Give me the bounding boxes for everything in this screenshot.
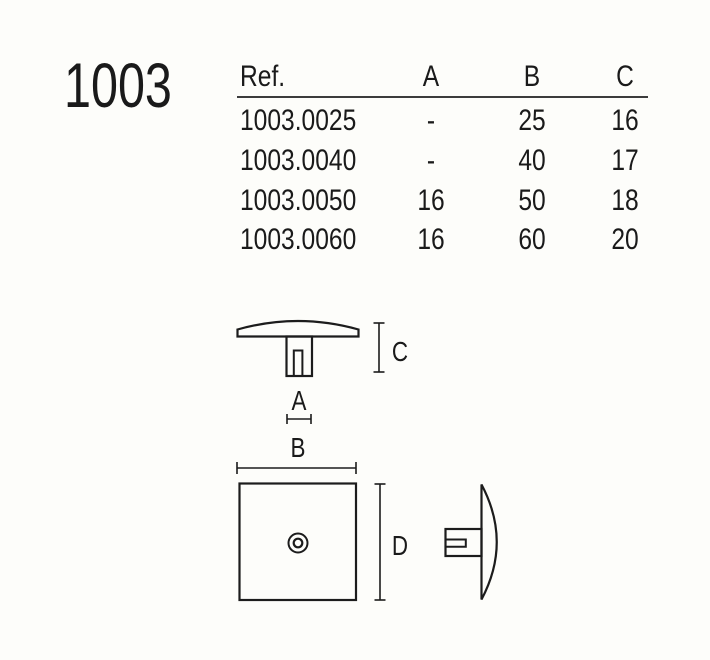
- cell-b: 25: [518, 104, 546, 137]
- cell-a: -: [426, 104, 436, 137]
- cell-a: -: [426, 144, 436, 177]
- header-a: A: [422, 60, 440, 93]
- cell-c: 20: [611, 223, 639, 256]
- cell-b: 40: [518, 144, 546, 177]
- dim-label-a: A: [291, 385, 307, 416]
- cell-b: 50: [518, 184, 546, 217]
- cell-ref: 1003.0050: [240, 184, 357, 217]
- header-b: B: [523, 60, 541, 93]
- knob-stem-slot: [294, 351, 303, 377]
- cell-c: 18: [611, 184, 639, 217]
- dim-label-c: C: [391, 336, 409, 367]
- product-number: 1003: [64, 51, 172, 121]
- side-view-stem: [446, 529, 482, 556]
- side-view-cap-profile: [482, 485, 497, 600]
- cell-a: 16: [417, 184, 445, 217]
- front-view-square: [240, 484, 357, 601]
- knob-cap-outline: [238, 321, 359, 337]
- header-c: C: [616, 60, 634, 93]
- cell-b: 60: [518, 223, 546, 256]
- cell-ref: 1003.0025: [240, 104, 357, 137]
- cell-a: 16: [417, 223, 445, 256]
- cell-c: 16: [611, 104, 639, 137]
- header-ref: Ref.: [240, 60, 286, 93]
- knob-stem-outline: [287, 337, 313, 377]
- cell-c: 17: [611, 144, 639, 177]
- cell-ref: 1003.0060: [240, 223, 357, 256]
- front-view-inner-circle: [294, 539, 303, 548]
- side-view-stem-slot: [446, 540, 466, 547]
- front-view-outer-circle: [289, 534, 308, 553]
- cell-ref: 1003.0040: [240, 144, 357, 177]
- dim-label-b: B: [290, 432, 306, 463]
- dim-label-d: D: [391, 530, 409, 561]
